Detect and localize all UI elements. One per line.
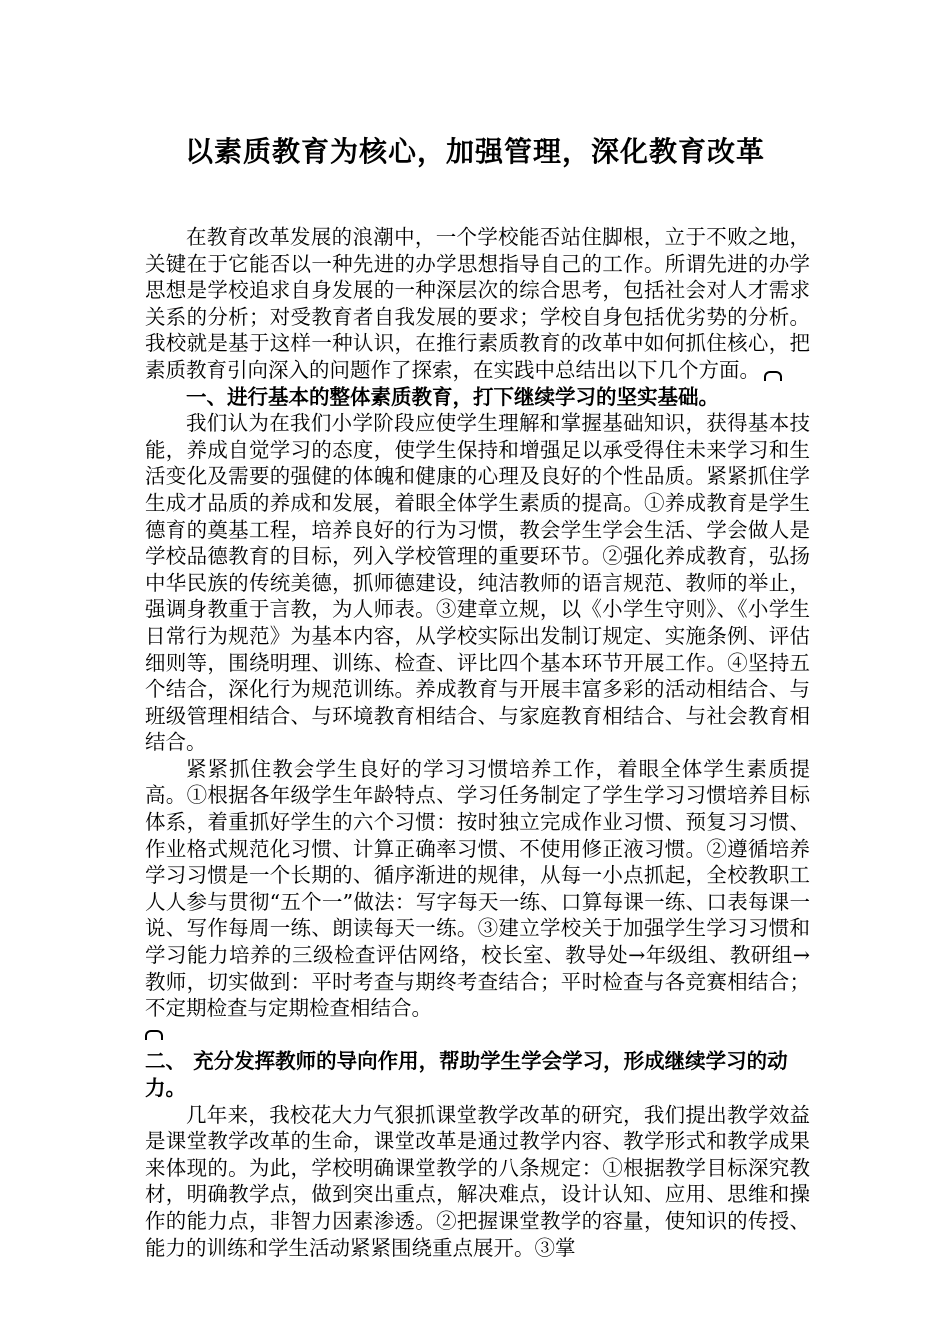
section-2-paragraph-1: 几年来，我校花大力气狠抓课堂教学改革的研究，我们提出教学效益是课堂教学改革的生命，课堂改革是通过教学内容、教学形式和教学成果来体现的。为此，学校明确课堂教学的八条规定：①根据教学目标深究教材，明确教学点，做到突出重点，解决难点，设计认知、应用、思维和操作的能力点，非智力因素渗透。②把握课堂教学的容量，使知识的传授、能力的训练和学生活动紧紧围绕重点展开。③掌: [145, 1102, 810, 1260]
section-1-heading: 一、进行基本的整体素质教育，打下继续学习的坚实基础。: [186, 384, 719, 409]
document-body: [145, 224, 810, 1261]
section-2-heading: 二、 充分发挥教师的导向作用，帮助学生学会学习，形成继续学习的动力。: [145, 1049, 788, 1100]
document-title: 以素质教育为核心，加强管理，深化教育改革: [184, 135, 765, 168]
section-1-paragraph-2: 紧紧抓住教会学生良好的学习习惯培养工作，着眼全体学生素质提高。①根据各年级学生年龄特点、学习任务制定了学生学习习惯培养目标体系，着重抓好学生的六个习惯：按时独立完成作业习惯、预复习习惯、作业格式规范化习惯、计算正确率习惯、不使用修正液习惯。②遵循培养学习习惯是一个长期的、循序渐进的规律，从每一小点抓起，全校教职工人人参与贯彻“五个一”做法：写字每天一练、口算每课一练、口表每课一说、写作每周一练、朗读每天一练。③建立学校关于加强学生学习习惯和学习能力培养的三级检查评估网络，校长室、教导处→年级组、教研组→教师，切实做到：平时考查与期终考查结合；平时检查与各竞赛相结合；不定期检查与定期检查相结合。: [145, 756, 810, 1021]
intro-paragraph: [145, 224, 810, 384]
revision-mark-icon: [764, 371, 782, 381]
intro-text: 在教育改革发展的浪潮中，一个学校能否站住脚根，立于不败之地，关键在于它能否以一种先进的办学思想指导自己的工作。所谓先进的办学思想是学校追求自身发展的一种深层次的综合思考，包括社会对人才需求关系的分析；对受教育者自我发展的要求；学校自身包括优劣势的分析。我校就是基于这样一种认识，在推行素质教育的改革中如何抓住核心，把素质教育引向深入的问题作了探索，在实践中总结出以下几个方面。: [145, 225, 810, 382]
section-1-paragraph-1: 我们认为在我们小学阶段应使学生理解和掌握基础知识，获得基本技能，养成自觉学习的态度，使学生保持和增强足以承受得住未来学习和生活变化及需要的强健的体魄和健康的心理及良好的个性品质。紧紧抓住学生成才品质的养成和发展，着眼全体学生素质的提高。①养成教育是学生德育的奠基工程，培养良好的行为习惯，教会学生学会生活、学会做人是学校品德教育的目标，列入学校管理的重要环节。②强化养成教育，弘扬中华民族的传统美德，抓师德建设，纯洁教师的语言规范、教师的举止，强调身教重于言教，为人师表。③建章立规，以《小学生守则》、《小学生日常行为规范》为基本内容，从学校实际出发制订规定、实施条例、评估细则等，围绕明理、训练、检查、评比四个基本环节开展工作。④坚持五个结合，深化行为规范训练。养成教育与开展丰富多彩的活动相结合、与班级管理相结合、与环境教育相结合、与家庭教育相结合、与社会教育相结合。: [145, 411, 810, 755]
revision-mark-line: [145, 1022, 810, 1049]
revision-mark-icon: [145, 1030, 163, 1040]
